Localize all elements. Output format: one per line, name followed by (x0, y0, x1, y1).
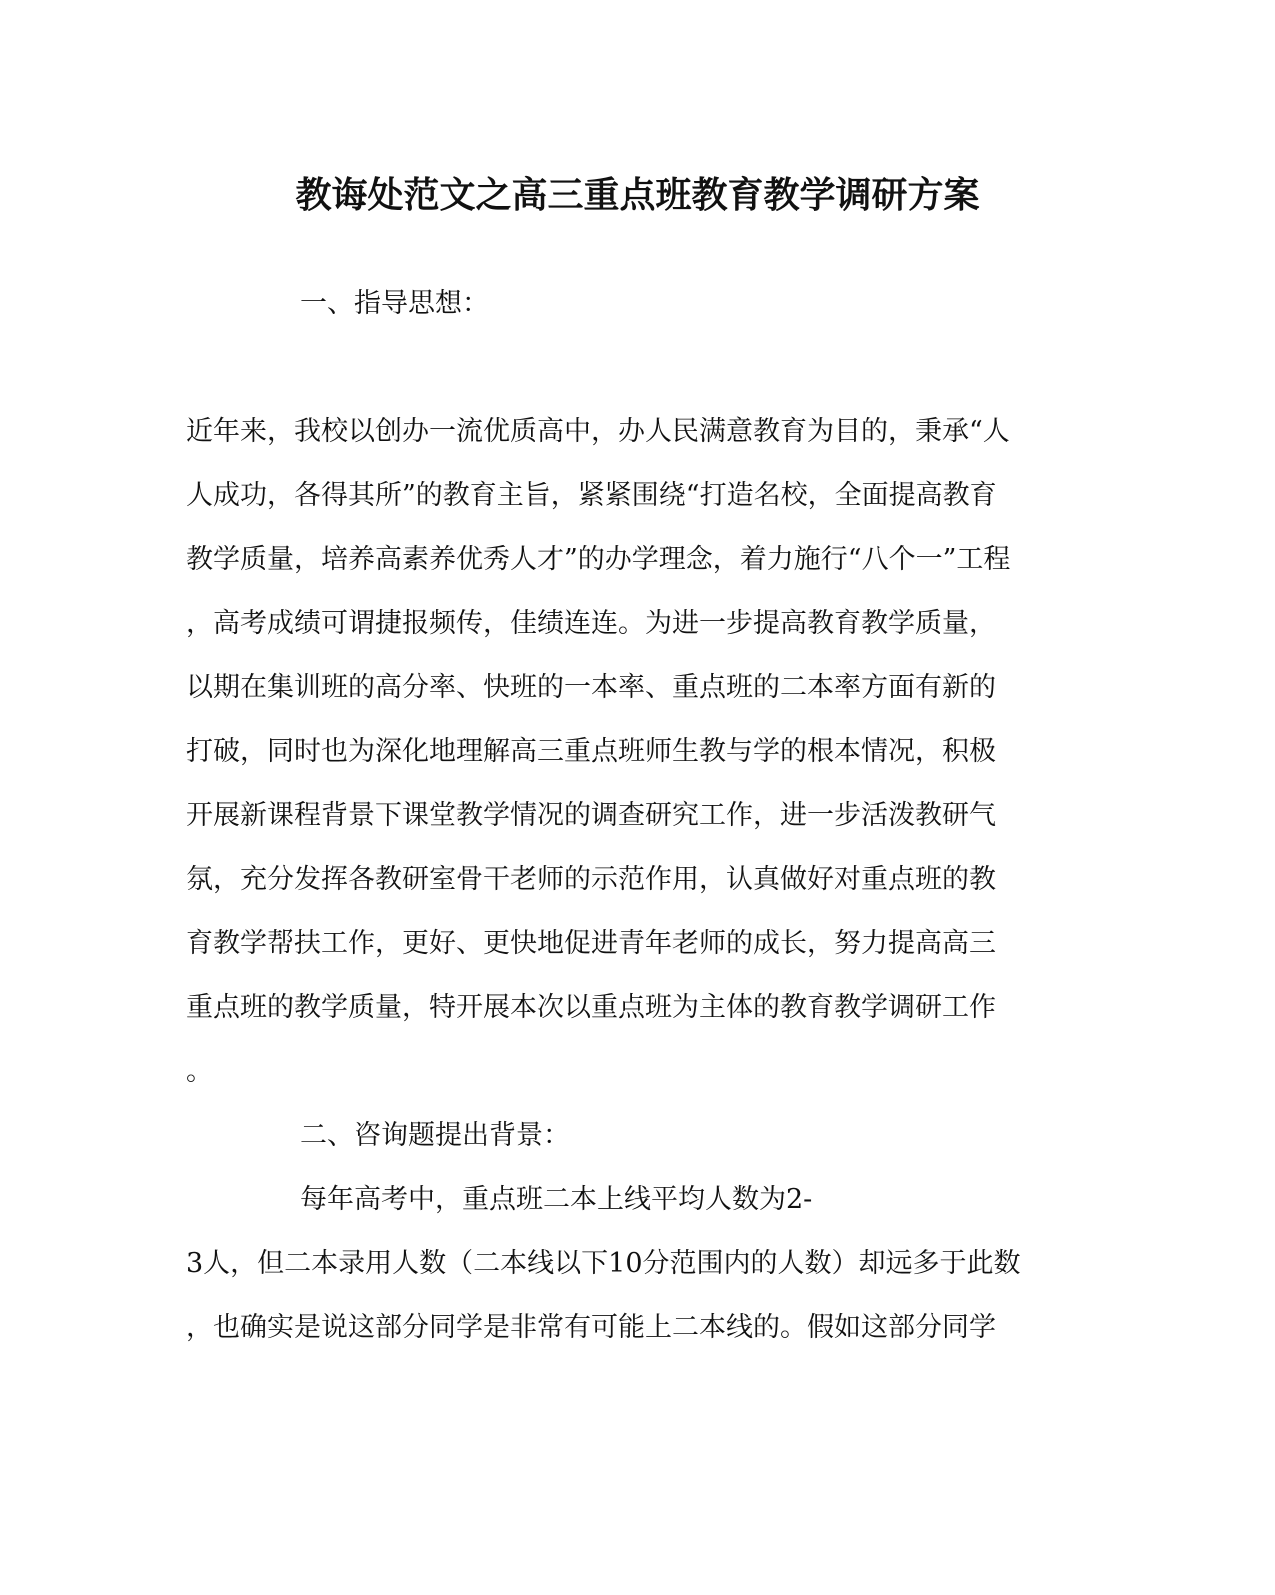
paragraph-line: 开展新课程背景下课堂教学情况的调查研究工作，进一步活泼教研气 (186, 800, 996, 831)
paragraph-line: 每年高考中，重点班二本上线平均人数为2- (300, 1184, 813, 1215)
paragraph-line: 人成功，各得其所”的教育主旨，紧紧围绕“打造名校，全面提高教育 (186, 480, 997, 511)
paragraph-line: 以期在集训班的高分率、快班的一本率、重点班的二本率方面有新的 (186, 672, 996, 703)
document-title: 教诲处范文之高三重点班教育教学调研方案 (295, 174, 980, 216)
paragraph-line: 近年来，我校以创办一流优质高中，办人民满意教育为目的，秉承“人 (186, 416, 1010, 447)
section-heading-background: 二、咨询题提出背景： (300, 1120, 570, 1151)
paragraph-line: 3人，但二本录用人数（二本线以下10分范围内的人数）却远多于此数 (186, 1248, 1021, 1279)
paragraph-line: 打破，同时也为深化地理解高三重点班师生教与学的根本情况，积极 (186, 736, 996, 767)
paragraph-line: ，也确实是说这部分同学是非常有可能上二本线的。假如这部分同学 (186, 1312, 996, 1343)
paragraph-line: 氛，充分发挥各教研室骨干老师的示范作用，认真做好对重点班的教 (186, 864, 996, 895)
paragraph-line: 。 (186, 1056, 213, 1087)
paragraph-line: 教学质量，培养高素养优秀人才”的办学理念，着力施行“八个一”工程 (186, 544, 1011, 575)
paragraph-line: 重点班的教学质量，特开展本次以重点班为主体的教育教学调研工作 (186, 992, 996, 1023)
paragraph-line: ，高考成绩可谓捷报频传，佳绩连连。为进一步提高教育教学质量， (186, 608, 996, 639)
paragraph-line: 育教学帮扶工作，更好、更快地促进青年老师的成长，努力提高高三 (186, 928, 996, 959)
section-heading-guiding-thought: 一、指导思想： (300, 288, 489, 319)
